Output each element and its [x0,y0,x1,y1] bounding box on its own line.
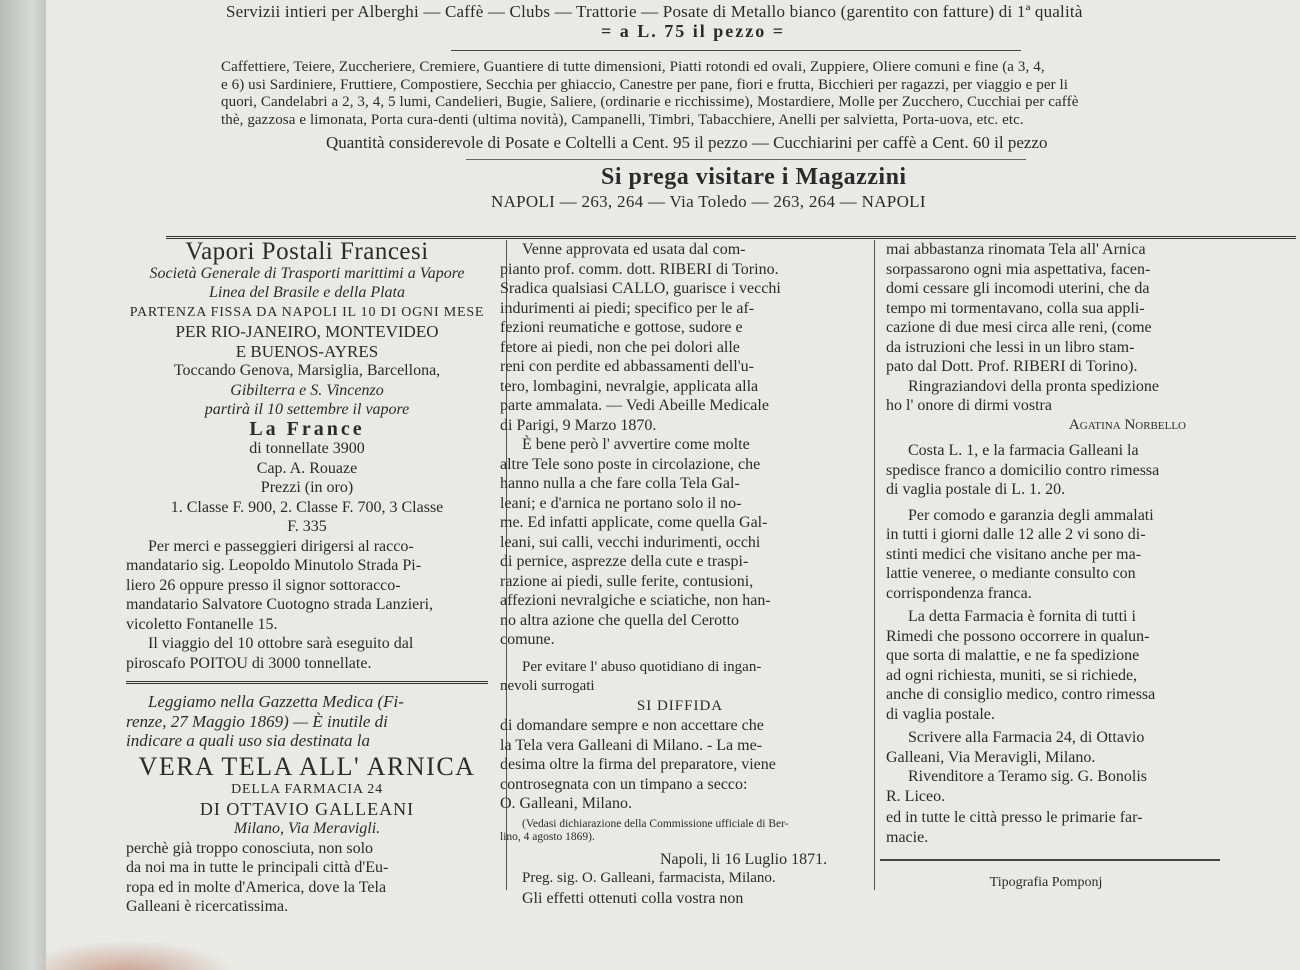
body-text: tempo mi tormentavano, colla sua appli- [886,299,1145,317]
body-text: hanno nulla a che fare colla Tela Gal- [500,475,740,492]
body-text: fetore ai piedi, non che pei dolori alle [500,338,740,356]
body-text: leani; e d'arnica ne portano solo il no- [500,494,742,512]
body-text: cazione di due mesi circa alle reni, (come [886,319,1152,336]
warning-heading: SI DIFFIDA [636,697,724,714]
closing-text: ropa ed in molte d'America, dove la Tela [126,878,387,896]
body-text: di domandare sempre e non accettare che [500,717,764,734]
closing-text: perchè già troppo conosciuta, non solo [126,839,374,857]
ship-name: La France [249,417,365,440]
body-text: Ringraziandovi della pronta spedizione [908,377,1160,395]
body-text: Galleani, Via Meravigli, Milano. [886,748,1096,766]
ad-list-line: thè, gazzosa e limonata, Porta cura-denti (ultima novità), Campanelli, Timbri, Tabacchiere, Anelli per salvietta, Porta-uova, etc. etc. [221,111,1024,128]
page-gutter [0,0,46,970]
body-text: indurimenti ai piedi; specifico per le af- [500,299,755,317]
body-text: di vaglia postale. [886,705,995,723]
body-text: corrispondenza franca. [886,584,1032,602]
agent-text: Per merci e passeggieri dirigersi al racco- [148,537,414,555]
body-text: O. Galleani, Milano. [500,795,632,812]
body-text: È bene però l' avvertire come molte [522,436,750,453]
body-text: anche di consiglio medico, contro rimessa [886,686,1156,703]
ad-visit-heading: Si prega visitare i Magazzini [601,164,907,190]
body-text: comune. [500,631,555,648]
product-title: VERA TELA ALL' ARNICA [138,751,476,781]
body-text: leani, sui calli, vecchi indurimenti, occhi [500,533,761,551]
column-testimonial [886,240,1206,893]
printer-credit: Tipografia Pomponj [989,875,1103,890]
pharmacy-name: DI OTTAVIO GALLEANI [199,798,415,819]
route-line: E BUENOS-AYRES [235,341,379,361]
departure-date: partirà il 10 settembre il vapore [204,401,410,418]
printer-rule [880,859,1220,861]
gazette-text: renze, 27 Maggio 1869) — È inutile di [126,711,388,731]
body-text: R. Liceo. [886,787,946,805]
body-text: razione ai piedi, sulle ferite, contusioni, [500,572,754,590]
body-text: fezioni reumatiche e gottose, sudore e [500,319,743,336]
body-text: in tutti i giorni dalle 12 alle 2 vi sono di- [886,526,1146,543]
body-text: desima oltre la firma del preparatore, viene [500,756,776,773]
prices-label: Prezzi (in oro) [260,479,354,496]
ad-price-line: = a L. 75 il pezzo = [601,21,785,41]
body-text: ho l' onore di dirmi vostra [886,397,1052,414]
body-text: di vaglia postale di L. 1. 20. [886,481,1066,498]
body-text: da istruzioni che lessi in un libro stam- [886,338,1135,356]
body-text: me. Ed infatti applicate, come quella Gal- [500,514,768,531]
body-text: domi cessare gli incomodi uterini, che da [886,280,1150,297]
body-text: la Tela vera Galleani di Milano. - La me- [500,736,763,754]
silverware-advertisement [206,0,1296,212]
steamship-title: Vapori Postali Francesi [185,238,429,265]
gazette-text: indicare a quali uso sia destinata la [126,731,370,750]
agent-text: mandatario sig. Leopoldo Minutolo Strada Pi- [126,557,422,574]
ports-line: Gibilterra e S. Vincenzo [230,381,384,399]
body-text: lattie veneree, o mediante consulto con [886,565,1136,582]
body-text: La detta Farmacia è fornita di tutti i [908,608,1136,625]
gazette-text: Leggiamo nella Gazzetta Medica (Fi- [148,692,404,711]
ports-line: Toccando Genova, Marsiglia, Barcellona, [173,362,441,379]
body-text: di Parigi, 9 Marzo 1870. [500,416,657,434]
testimonial-signature: Agatina Norbello [1068,416,1186,433]
body-text: Per evitare l' abuso quotidiano di ingan- [522,658,762,675]
column-arnica-description [500,240,860,908]
ad-divider [466,159,1026,160]
ad-services-line: Servizii intieri per Alberghi — Caffè — Clubs — Trattorie — Posate di Metallo bianco (garentito con fatture) di 1ª qualità [226,2,1083,21]
body-text: sorpassarono ogni mia aspettativa, facen- [886,260,1151,278]
pharmacy-label: DELLA FARMACIA 24 [231,782,383,797]
letter-salutation: Preg. sig. O. Galleani, farmacista, Milano. [522,870,776,886]
closing-text: Galleani è ricercatissima. [126,898,289,915]
agent-text: mandatario Salvatore Cuotogno strada Lanzieri, [126,596,434,613]
body-text: Scrivere alla Farmacia 24, di Ottavio [908,729,1145,746]
body-text: Venne approvata ed usata dal com- [522,241,746,258]
class-prices: F. 335 [287,518,327,535]
ad-list-line: Caffettiere, Teiere, Zuccheriere, Cremiere, Guantiere di tutte dimensioni, Piatti rotondi ed ovali, Zuppiere, Oliere comuni e fine (a 3, 4, [221,59,1045,75]
body-text: Costa L. 1, e la farmacia Galleani la [908,442,1139,459]
voyage-text: piroscafo POITOU di 3000 tonnellate. [126,654,372,672]
body-text: tero, lombagini, nevralgie, applicata alla [500,377,759,395]
route-line: PER RIO-JANEIRO, MONTEVIDEO [175,322,439,341]
body-text: Sradica qualsiasi CALLO, guarisce i vecchi [500,280,781,297]
ad-product-list [221,59,1291,129]
steamship-subtitle: Linea del Brasile e della Plata [209,284,405,301]
body-text: affezioni nevralgiche e sciatiche, non han- [500,592,771,609]
body-text: ad ogni richiesta, muniti, se si richiede, [886,666,1138,684]
body-text: no altra azione che quella del Cerotto [500,611,740,629]
body-text: altre Tele sono poste in circolazione, che [500,455,761,473]
class-prices: 1. Classe F. 900, 2. Classe F. 700, 3 Classe [170,498,444,516]
body-text: spedisce franco a domicilio contro rimessa [886,461,1160,479]
ad-quantity-line: Quantità considerevole di Posate e Coltelli a Cent. 95 il pezzo — Cucchiarini per caffè a Cent. 60 il pezzo [326,133,1048,152]
column-rule [874,240,875,890]
agent-text: liero 26 oppure presso il signor sottoracco- [126,576,401,594]
body-text: nevoli surrogati [500,678,595,694]
ad-list-line: quori, Candelabri a 2, 3, 4, 5 lumi, Candelieri, Bugie, Saliere, (ordinarie e ricchissime), Mostardiere, Molle per Zucchero, Cucchiai per caffè [221,94,1079,110]
letter-text: Gli effetti ottenuti colla vostra non [522,889,744,907]
ad-list-line: e 6) usi Sardiniere, Fruttiere, Compostiere, Secchia per ghiaccio, Canestre per pane, fiori e frutta, Bicchieri per ragazzi, per viaggio e per li [221,76,1069,93]
column-steamships [126,240,488,917]
body-text: Rivenditore a Teramo sig. G. Bonolis [908,768,1147,785]
ad-address-line: NAPOLI — 263, 264 — Via Toledo — 263, 264 — NAPOLI [491,192,926,211]
agent-text: vicoletto Fontanelle 15. [126,615,278,633]
voyage-text: Il viaggio del 10 ottobre sarà eseguito dal [148,635,414,652]
pharmacy-address: Milano, Via Meravigli. [233,820,381,837]
steamship-subtitle: Società Generale di Trasporti marittimi a Vapore [149,264,465,282]
body-text: Rimedi che possono occorrere in qualun- [886,627,1150,645]
body-text: mai abbastanza rinomata Tela all' Arnica [886,241,1146,258]
body-text: que sorta di malattie, e ne fa spedizione [886,647,1140,664]
body-text: reni con perdite ed abbassamenti dell'u- [500,358,754,375]
body-text: controsegnata con un timpano a secco: [500,775,748,793]
body-text: stinti medici che visitano anche per ma- [886,545,1142,563]
section-rule [126,681,488,684]
footnote: (Vedasi dichiarazione della Commissione ufficiale di Ber- [522,817,789,830]
body-text: parte ammalata. — Vedi Abeille Medicale [500,397,769,414]
captain: Cap. A. Rouaze [256,459,358,477]
footnote: lino, 4 agosto 1869). [500,830,595,843]
body-text: Per comodo e garanzia degli ammalati [908,506,1154,524]
finger-blur [46,940,236,970]
body-text: macie. [886,828,929,846]
body-text: ed in tutte le città presso le primarie far- [886,809,1143,826]
body-text: pato dal Dott. Prof. RIBERI di Torino). [886,358,1138,375]
tonnage: di tonnellate 3900 [249,440,365,457]
body-text: di pernice, asprezze della cute e traspi- [500,553,749,570]
letter-date: Napoli, li 16 Luglio 1871. [660,850,828,868]
body-text: pianto prof. comm. dott. RIBERI di Torino. [500,260,779,278]
ad-divider [451,50,1021,51]
closing-text: da noi ma in tutte le principali città d'Eu- [126,859,389,876]
departure-line: PARTENZA FISSA DA NAPOLI IL 10 DI OGNI MESE [129,304,485,320]
